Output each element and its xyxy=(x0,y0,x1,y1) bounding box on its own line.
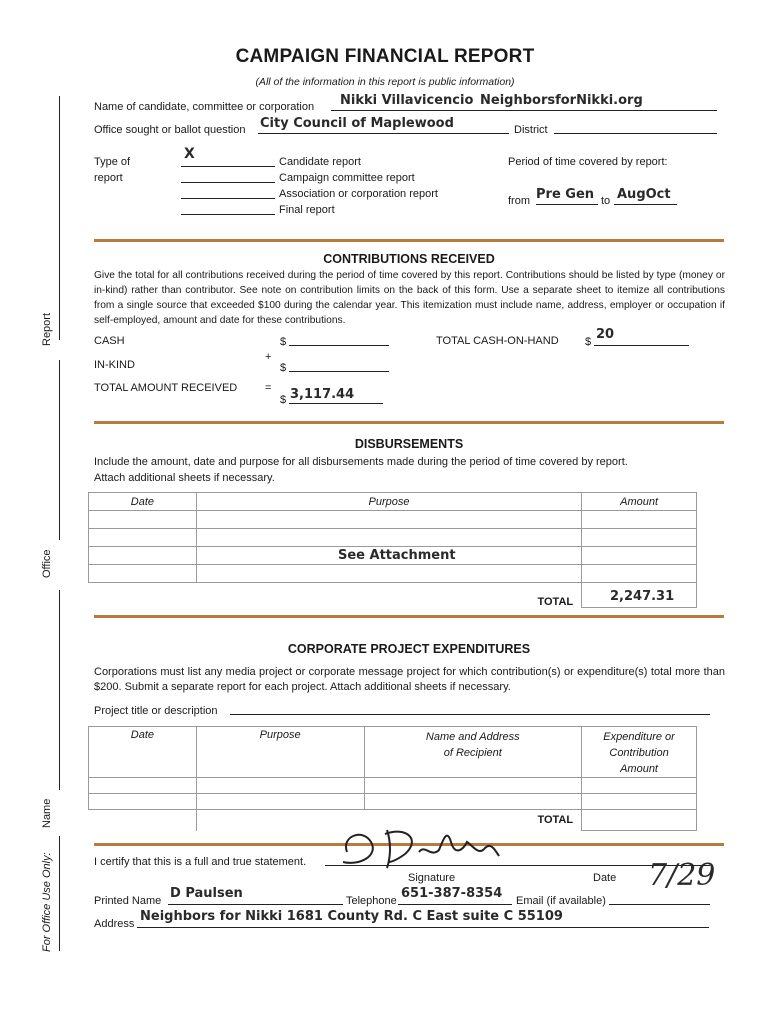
table-row[interactable] xyxy=(89,565,697,583)
office-use-line-bottom xyxy=(59,836,60,951)
disbursements-instructions-1: Include the amount, date and purpose for all disbursements made during the period of time covered by report. xyxy=(94,456,628,468)
final-report-checkbox[interactable] xyxy=(181,203,275,215)
page-subtitle: (All of the information in this report is public information) xyxy=(255,76,515,88)
corp-col-purpose: Purpose xyxy=(196,727,364,778)
total-equals: = xyxy=(265,382,272,394)
side-label-report: Report xyxy=(41,312,53,346)
cash-on-hand-value: 20 xyxy=(596,327,615,342)
total-received-value: 3,117.44 xyxy=(290,387,355,402)
inkind-dollar: $ xyxy=(280,362,287,374)
corporate-total-label: TOTAL xyxy=(364,810,582,831)
side-label-office-use: For Office Use Only: xyxy=(41,852,53,952)
project-title-label: Project title or description xyxy=(94,705,218,717)
period-to-value: AugOct xyxy=(617,187,671,202)
table-row[interactable] xyxy=(89,778,697,794)
corp-col-name-line1: Name and Address xyxy=(425,731,520,743)
cash-field[interactable] xyxy=(289,334,389,346)
telephone-label: Telephone xyxy=(346,895,397,907)
corporate-instructions: Corporations must list any media project or corporate message project for which contribution(s) or expenditure(s) total more than $200. Submit a separate report for each project. Attach additional sheets if necessary. xyxy=(94,666,725,693)
address-value: Neighbors for Nikki 1681 County Rd. C East suite C 55109 xyxy=(140,909,563,924)
telephone-value: 651-387-8354 xyxy=(401,886,503,901)
corp-col-amount-line1: Expenditure or xyxy=(603,731,675,743)
report-option-candidate: Candidate report xyxy=(279,156,361,168)
candidate-website-value: NeighborsforNikki.org xyxy=(480,93,643,108)
inkind-label: IN-KIND xyxy=(94,359,135,371)
report-type-label-2: report xyxy=(94,172,123,184)
disbursements-heading: DISBURSEMENTS xyxy=(354,437,464,451)
col-date: Date xyxy=(89,493,197,511)
inkind-field[interactable] xyxy=(289,360,389,372)
disbursements-instructions-2: Attach additional sheets if necessary. xyxy=(94,472,275,484)
period-from-label: from xyxy=(508,195,530,207)
signature-label: Signature xyxy=(408,872,456,884)
corp-col-amount xyxy=(582,727,697,778)
disbursements-note: See Attachment xyxy=(338,548,456,563)
corp-col-date: Date xyxy=(89,727,197,778)
office-use-line-low xyxy=(59,590,60,790)
candidate-report-checkbox[interactable] xyxy=(181,155,275,167)
disbursements-total-value: 2,247.31 xyxy=(610,589,675,604)
corp-col-name-line2: of Recipient xyxy=(443,747,502,759)
printed-name-value: D Paulsen xyxy=(170,886,243,901)
email-label: Email (if available) xyxy=(516,895,606,907)
side-label-name: Name xyxy=(41,798,53,828)
printed-name-label: Printed Name xyxy=(94,895,162,907)
district-label: District xyxy=(514,124,548,136)
certify-statement: I certify that this is a full and true statement. xyxy=(94,856,307,868)
candidate-name-value: Nikki Villavicencio xyxy=(340,93,474,108)
period-from-value: Pre Gen xyxy=(536,187,595,202)
page-title: CAMPAIGN FINANCIAL REPORT xyxy=(235,46,535,67)
period-label: Period of time covered by report: xyxy=(508,156,668,168)
col-purpose: Purpose xyxy=(196,493,581,511)
association-report-checkbox[interactable] xyxy=(181,187,275,199)
inkind-plus: + xyxy=(265,351,272,363)
cash-on-hand-dollar: $ xyxy=(585,336,592,348)
report-option-association: Association or corporation report xyxy=(279,188,438,200)
side-label-office: Office xyxy=(41,549,53,578)
date-value: 7/29 xyxy=(648,858,716,893)
project-title-field[interactable] xyxy=(230,703,710,715)
corp-col-amount-line2: Contribution xyxy=(609,747,669,759)
email-field[interactable] xyxy=(609,893,710,905)
district-field[interactable] xyxy=(554,122,717,134)
table-row[interactable] xyxy=(89,529,697,547)
signature-image xyxy=(335,822,505,872)
committee-report-checkbox[interactable] xyxy=(181,171,275,183)
report-option-committee: Campaign committee report xyxy=(279,172,415,184)
corporate-table xyxy=(88,726,697,831)
candidate-name-label: Name of candidate, committee or corporation xyxy=(94,101,315,113)
period-to-label: to xyxy=(601,195,611,207)
total-received-label: TOTAL AMOUNT RECEIVED xyxy=(94,382,238,394)
section-divider-3 xyxy=(94,615,724,618)
cash-dollar: $ xyxy=(280,336,287,348)
date-label: Date xyxy=(593,872,617,884)
address-label: Address xyxy=(94,918,135,930)
contributions-instructions: Give the total for all contributions received during the period of time covered by this report. Contributions should be listed by type (money or in-kind) rather than contributor. See note on contribution limits on the back of this form. Use a separate sheet to itemize all contributions from a single source that exceeded $100 during the calendar year. This itemization must include name, address, employer or occupation if self-employed, amount and date for these contributions. xyxy=(94,270,725,326)
corporate-total-cell[interactable] xyxy=(582,810,697,831)
cash-on-hand-label: TOTAL CASH-ON-HAND xyxy=(436,335,559,347)
table-row[interactable] xyxy=(89,511,697,529)
report-option-final: Final report xyxy=(279,204,335,216)
col-amount: Amount xyxy=(582,493,697,511)
corporate-heading: CORPORATE PROJECT EXPENDITURES xyxy=(287,642,531,656)
total-dollar: $ xyxy=(280,394,287,406)
disbursements-total-label: TOTAL xyxy=(196,583,581,608)
section-divider-2 xyxy=(94,421,724,424)
contributions-heading: CONTRIBUTIONS RECEIVED xyxy=(323,252,495,266)
report-type-label-1: Type of xyxy=(94,156,131,168)
section-divider-1 xyxy=(94,239,724,242)
office-use-line-top xyxy=(59,96,60,340)
office-sought-label: Office sought or ballot question xyxy=(94,124,246,136)
cash-label: CASH xyxy=(94,335,125,347)
table-row[interactable] xyxy=(89,794,697,810)
corp-col-amount-line3: Amount xyxy=(620,763,658,775)
table-row-total[interactable] xyxy=(89,583,697,608)
corp-col-name xyxy=(364,727,582,778)
candidate-report-check-mark: X xyxy=(184,146,195,162)
office-sought-value: City Council of Maplewood xyxy=(260,116,454,131)
